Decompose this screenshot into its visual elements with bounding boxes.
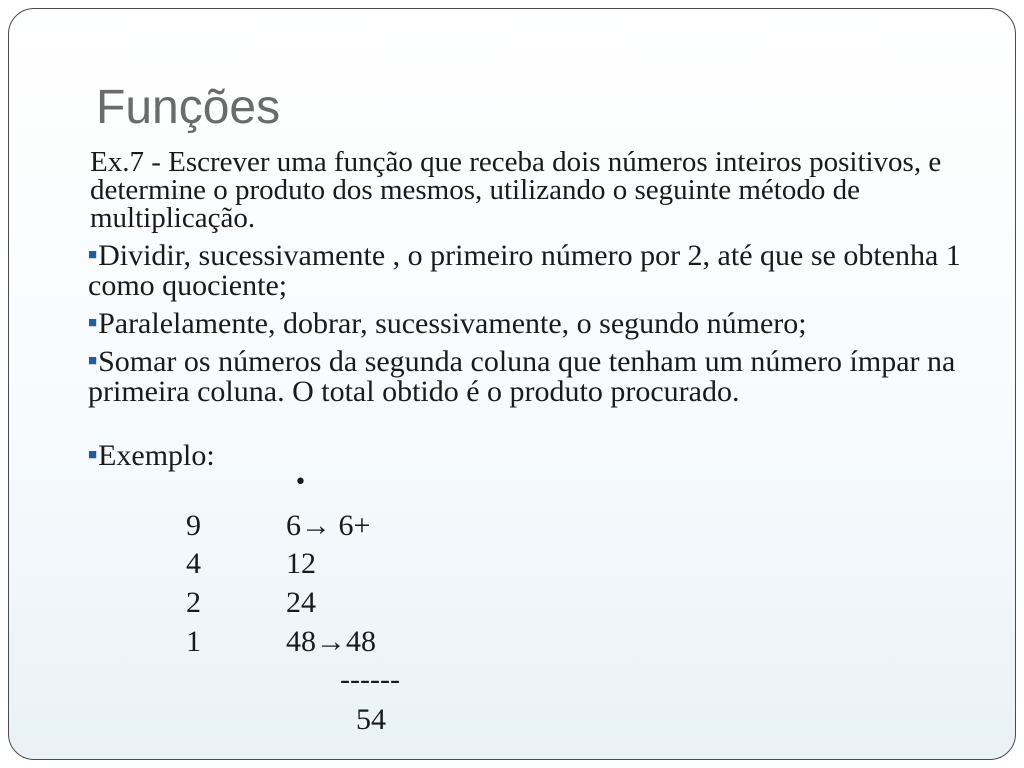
empty-bullet-dot: • xyxy=(294,470,307,495)
square-bullet-icon: ■ xyxy=(88,447,98,464)
sum-separator: ------ xyxy=(340,663,400,696)
bullet-example xyxy=(88,439,1008,472)
bullet-divide xyxy=(88,239,1008,303)
bullet-double-text: Paralelamente, dobrar, sucessivamente, o segundo número; xyxy=(98,307,807,340)
example-left-value: 2 xyxy=(186,586,201,619)
example-left-value: 4 xyxy=(186,547,201,580)
example-right-value: 6→ 6+ xyxy=(286,509,371,542)
example-right-value: 24 xyxy=(286,586,316,619)
example-left-value: 1 xyxy=(186,625,201,658)
bullet-sum-text: Somar os números da segunda coluna que tenham um número ímpar na primeira coluna. O total obtido é o produto procurado. xyxy=(88,345,956,409)
bullet-sum xyxy=(88,345,1008,409)
exercise-statement: Ex.7 - Escrever uma função que receba dois números inteiros positivos, e determine o produto dos mesmos, utilizando o seguinte método de multiplicação. xyxy=(90,146,942,234)
example-right-value: 48→48 xyxy=(286,625,376,658)
slide-title: Funções xyxy=(96,81,281,134)
bullet-divide-text: Dividir, sucessivamente , o primeiro número por 2, até que se obtenha 1 como quociente; xyxy=(88,239,961,303)
square-bullet-icon: ■ xyxy=(88,247,98,264)
bullet-double xyxy=(88,307,1008,340)
square-bullet-icon: ■ xyxy=(88,353,98,370)
bullet-example-text: Exemplo: xyxy=(98,439,215,472)
square-bullet-icon: ■ xyxy=(88,315,98,332)
example-left-value: 9 xyxy=(186,509,201,542)
sum-total: 54 xyxy=(356,703,386,736)
example-right-value: 12 xyxy=(286,547,316,580)
